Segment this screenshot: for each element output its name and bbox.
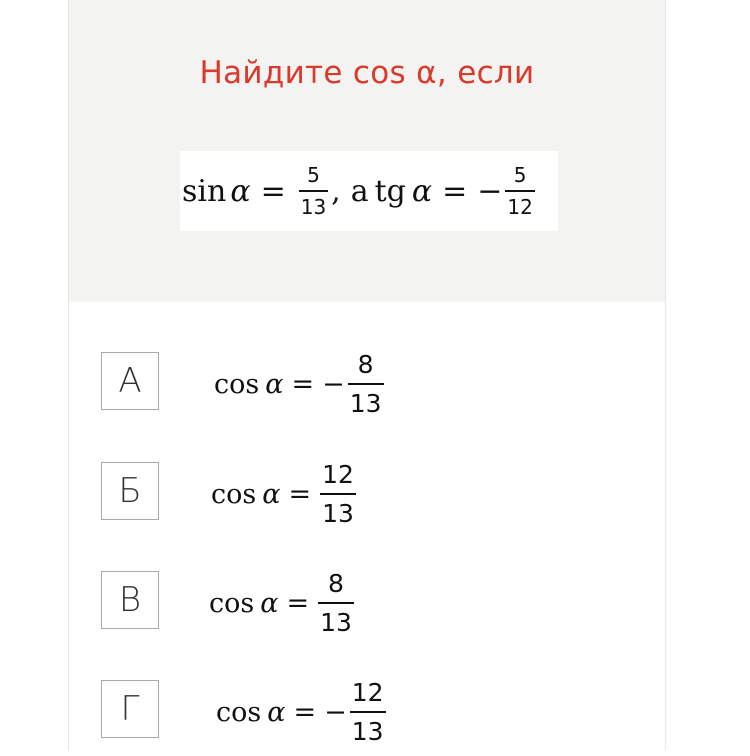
denominator: 13 (320, 607, 352, 637)
answer-option-v[interactable] (101, 571, 641, 647)
tg-numerator: 5 (513, 163, 527, 188)
equals-sign: = (293, 696, 317, 728)
tg-denominator: 12 (507, 194, 533, 219)
minus-sign: − (324, 696, 347, 728)
answer-option-b[interactable] (101, 462, 641, 538)
denominator: 13 (349, 388, 382, 418)
option-letter-box[interactable]: В (101, 571, 159, 629)
cos-func: cos (214, 368, 260, 400)
tg-fraction (505, 164, 534, 218)
numerator: 12 (322, 460, 354, 490)
option-formula (216, 672, 389, 752)
equals-sign: = (260, 173, 286, 209)
option-fraction (318, 571, 354, 635)
equals-sign: = (288, 478, 312, 510)
option-fraction (350, 680, 386, 744)
denominator: 13 (351, 716, 384, 746)
alpha-var: α (260, 587, 279, 619)
task-card (68, 0, 666, 750)
option-letter-box[interactable]: Б (101, 462, 159, 520)
option-letter-box[interactable]: А (101, 352, 159, 410)
tg-func: tg (374, 173, 406, 209)
option-formula (214, 344, 387, 424)
alpha-var: α (230, 173, 251, 209)
sin-func: sin (182, 173, 227, 209)
numerator: 8 (357, 350, 374, 380)
cos-func: cos (211, 478, 257, 510)
option-fraction (320, 462, 356, 526)
answer-option-a[interactable] (101, 352, 641, 428)
alpha-var: α (265, 368, 284, 400)
cos-func: cos (216, 696, 262, 728)
alpha-var: α (267, 696, 286, 728)
question-panel (69, 0, 665, 302)
minus-sign: − (477, 173, 503, 209)
option-letter-box[interactable]: Г (101, 680, 159, 738)
condition-math (182, 157, 538, 225)
option-formula (211, 454, 359, 534)
condition-formula (180, 151, 558, 231)
sin-numerator: 5 (307, 163, 320, 188)
option-fraction (348, 352, 384, 416)
conjunction: а (350, 173, 369, 209)
numerator: 8 (328, 569, 344, 599)
comma: , (331, 173, 341, 209)
equals-sign: = (286, 587, 310, 619)
option-formula (209, 563, 357, 643)
minus-sign: − (322, 368, 345, 400)
denominator: 13 (322, 498, 354, 528)
cos-func: cos (209, 587, 255, 619)
alpha-var: α (411, 173, 433, 209)
numerator: 12 (351, 678, 384, 708)
question-prompt: Найдите cos α, если (199, 55, 535, 91)
sin-fraction (299, 164, 328, 218)
answer-option-g[interactable] (101, 680, 641, 756)
equals-sign: = (291, 368, 315, 400)
alpha-var: α (262, 478, 281, 510)
equals-sign: = (442, 173, 468, 209)
sin-denominator: 13 (300, 194, 327, 219)
